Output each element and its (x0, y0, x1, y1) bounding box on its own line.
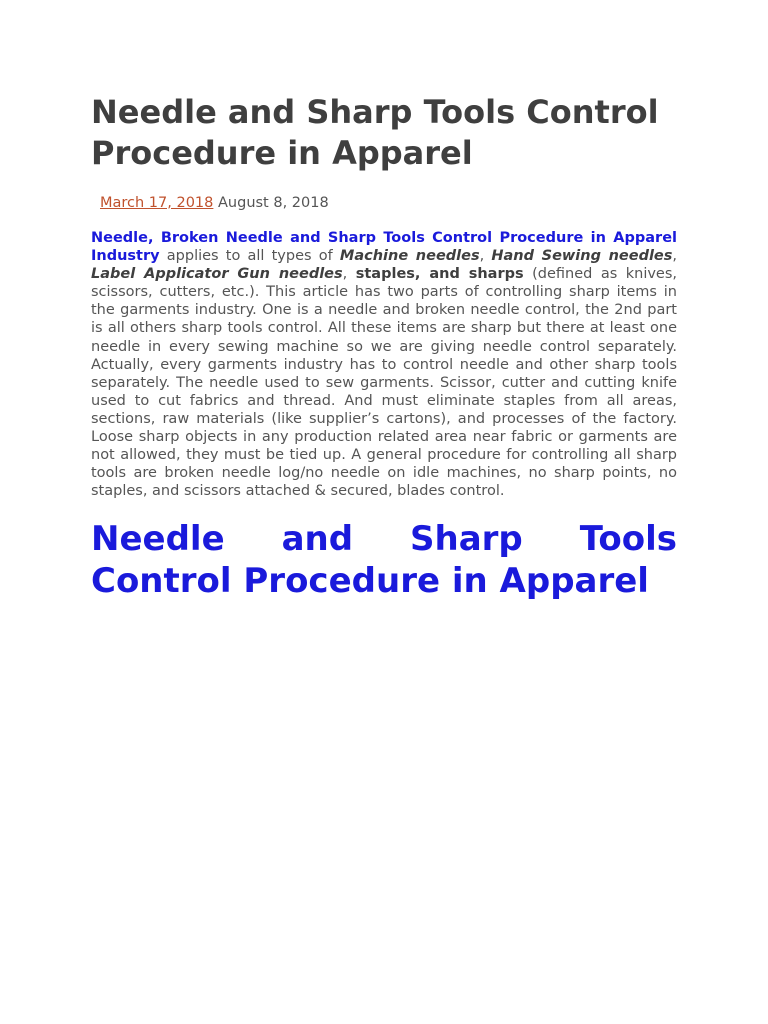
separator: , (342, 266, 356, 283)
intro-text-body: (defined as knives, scissors, cutters, etc.). This article has two parts of controlling sharp items in the garments industry. One is a needle and broken needle control, the 2nd part is all others sharp tools control. All these items are sharp but there at least one needle in every sewing machine so we are giving needle control separately. Actually, every garments industry has to control needle and other sharp tools separately. The needle used to sew garments. Scissor, cutter and cutting knife used to cut fabrics and thread. And must eliminate staples from all areas, sections, raw materials (like supplier’s cartons), and processes of the factory. Loose sharp objects in any production related area near fabric or garments are not allowed, they must be tied up. A general procedure for controlling all sharp tools are broken needle log/no needle on idle machines, no sharp points, no staples, and scissors attached & secured, blades control. (91, 266, 678, 500)
separator: , (479, 248, 492, 265)
published-date-link[interactable]: March 17, 2018 (100, 195, 214, 211)
hand-sewing-needles-term: Hand Sewing needles (491, 248, 673, 265)
intro-paragraph (91, 229, 677, 500)
intro-text: applies to all types of (159, 248, 340, 265)
article (91, 92, 677, 602)
intro-link[interactable]: Needle, Broken Needle and Sharp Tools Control Procedure in Apparel Industry (91, 230, 677, 265)
staples-sharps-term: staples, and sharps (355, 266, 524, 283)
article-meta (100, 193, 677, 213)
article-title: Needle and Sharp Tools Control Procedure in Apparel (91, 93, 659, 172)
section-heading: Needle and Sharp Tools Control Procedure in Apparel (91, 519, 677, 602)
updated-date: August 8, 2018 (218, 195, 329, 211)
label-applicator-term: Label Applicator Gun needles (91, 266, 343, 283)
separator: , (672, 248, 678, 265)
machine-needles-term: Machine needles (339, 248, 480, 265)
